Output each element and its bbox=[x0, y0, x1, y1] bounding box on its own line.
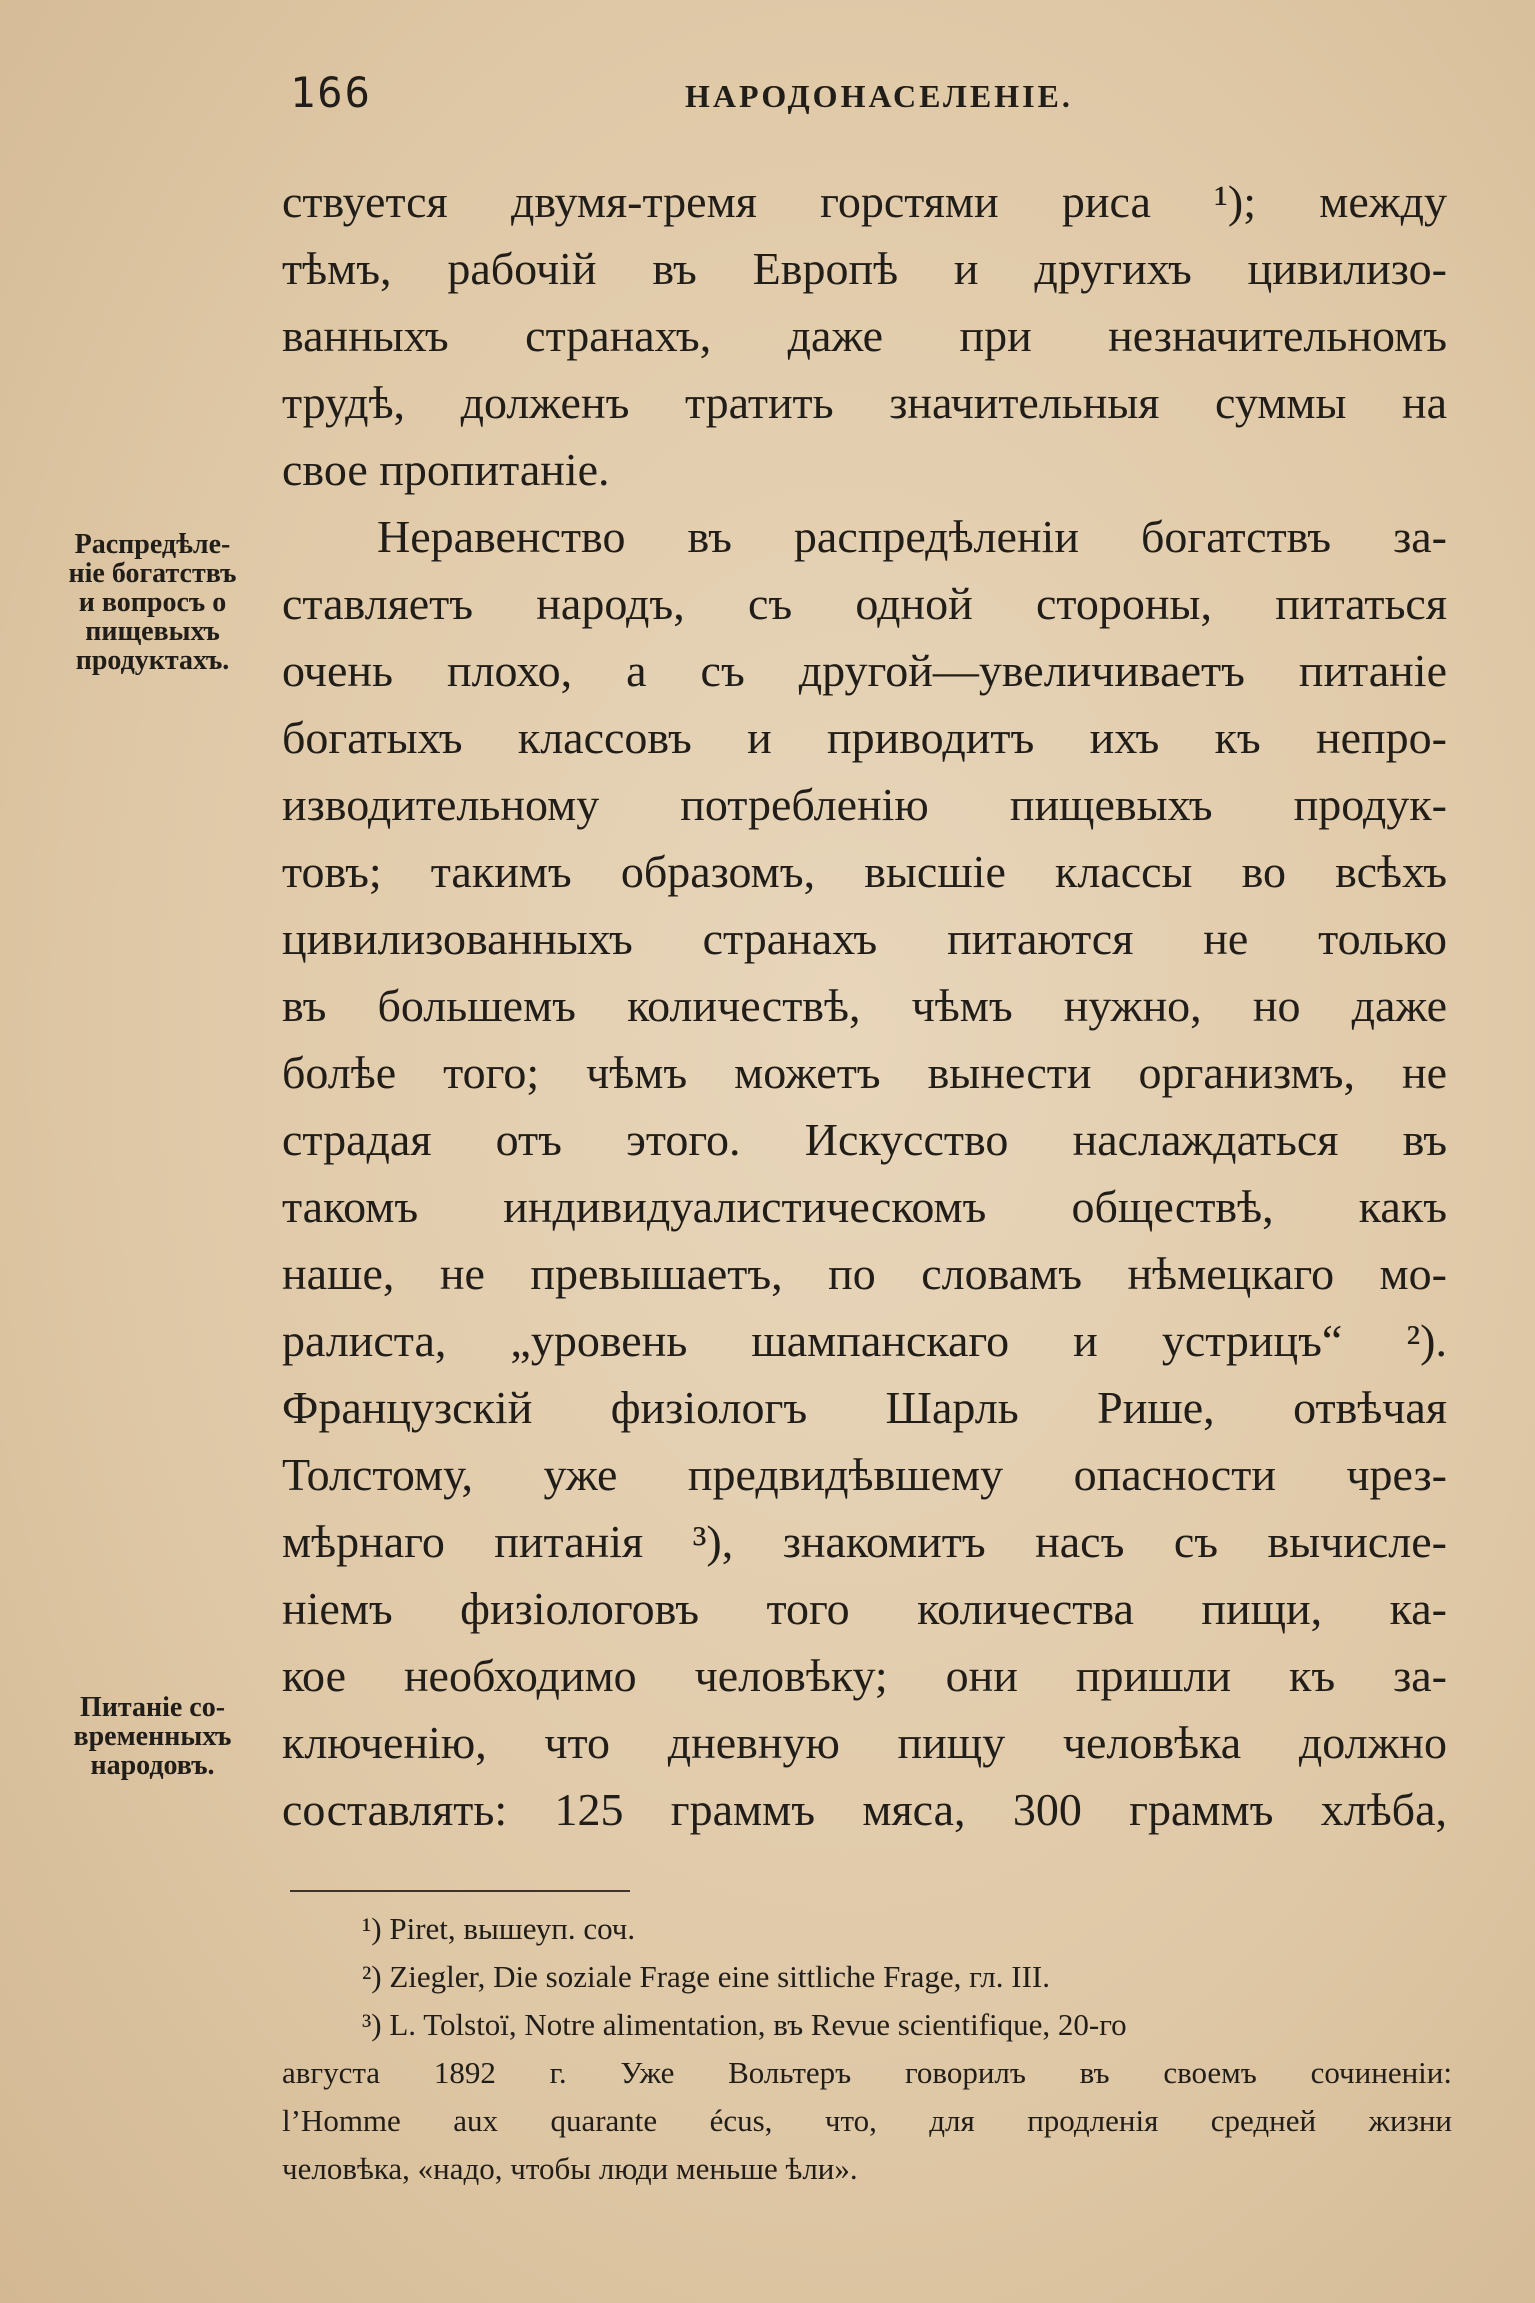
margin-note-line: пищевыхъ bbox=[85, 616, 220, 647]
text-line: наше, не превышаетъ, по словамъ нѣмецкаго мо- bbox=[282, 1248, 1447, 1299]
text-line: ключенію, что дневную пищу человѣка должно bbox=[282, 1717, 1447, 1768]
text-line: Неравенство въ распредѣленіи богатствъ за- bbox=[377, 511, 1447, 562]
text-line: Толстому, уже предвидѣвшему опасности чрез- bbox=[282, 1449, 1447, 1500]
footnotes bbox=[282, 1905, 1452, 2193]
text-line: ставляетъ народъ, съ одной стороны, питаться bbox=[282, 578, 1447, 629]
margin-note-modern-nutrition bbox=[45, 1693, 260, 1780]
text-line: такомъ индивидуалистическомъ обществѣ, какъ bbox=[282, 1181, 1447, 1232]
text-line: ніемъ физіологовъ того количества пищи, ка- bbox=[282, 1583, 1447, 1634]
text-line: цивилизованныхъ странахъ питаются не только bbox=[282, 913, 1447, 964]
page-number: 166 bbox=[290, 68, 372, 117]
text-line: изводительному потребленію пищевыхъ продук- bbox=[282, 779, 1447, 830]
footnote-divider bbox=[290, 1890, 630, 1892]
text-line: составлять: 125 граммъ мяса, 300 граммъ хлѣба, bbox=[282, 1784, 1447, 1835]
text-line: въ большемъ количествѣ, чѣмъ нужно, но даже bbox=[282, 980, 1447, 1031]
footnote-3-continuation: августа 1892 г. Уже Вольтеръ говорилъ въ своемъ сочиненіи: bbox=[282, 2055, 1452, 2090]
footnote-3-continuation: l’Homme aux quarante écus, что, для продленія средней жизни bbox=[282, 2103, 1452, 2138]
margin-note-line: продуктахъ. bbox=[75, 645, 230, 676]
footnote-1: ¹) Piret, вышеуп. соч. bbox=[362, 1911, 636, 1946]
footnote-3-continuation: человѣка, «надо, чтобы люди меньше ѣли». bbox=[282, 2151, 858, 2186]
margin-note-line: Распредѣле- bbox=[74, 529, 231, 560]
text-line: кое необходимо человѣку; они пришли къ за- bbox=[282, 1650, 1447, 1701]
text-line: Французскій физіологъ Шарль Рише, отвѣчая bbox=[282, 1382, 1447, 1433]
text-line: страдая отъ этого. Искусство наслаждаться въ bbox=[282, 1114, 1447, 1165]
text-line: мѣрнаго питанія ³), знакомитъ насъ съ вычисле- bbox=[282, 1516, 1447, 1567]
text-line: богатыхъ классовъ и приводитъ ихъ къ непро- bbox=[282, 712, 1447, 763]
text-line: тѣмъ, рабочій въ Европѣ и другихъ цивилизо- bbox=[282, 243, 1447, 294]
text-line: ванныхъ странахъ, даже при незначительномъ bbox=[282, 310, 1447, 361]
text-line: трудѣ, долженъ тратить значительныя суммы на bbox=[282, 377, 1447, 428]
margin-note-line: временныхъ bbox=[73, 1721, 232, 1752]
margin-note-line: и вопросъ о bbox=[78, 587, 227, 618]
margin-note-line: Питаніе со- bbox=[79, 1692, 226, 1723]
text-line: свое пропитаніе. bbox=[282, 444, 610, 495]
text-line: товъ; такимъ образомъ, высшіе классы во всѣхъ bbox=[282, 846, 1447, 897]
running-title: НАРОДОНАСЕЛЕНІЕ. bbox=[685, 78, 1073, 114]
footnote-2: ²) Ziegler, Die soziale Frage eine sittliche Frage, гл. III. bbox=[362, 1959, 1050, 1994]
text-line: ралиста, „уровень шампанскаго и устрицъ“ ²). bbox=[282, 1315, 1447, 1366]
text-line: очень плохо, а съ другой—увеличиваетъ питаніе bbox=[282, 645, 1447, 696]
margin-note-line: ніе богатствъ bbox=[68, 558, 237, 589]
main-text bbox=[282, 168, 1447, 1843]
text-line: ствуется двумя-тремя горстями риса ¹); между bbox=[282, 176, 1447, 227]
margin-note-line: народовъ. bbox=[90, 1750, 215, 1781]
margin-note-wealth-distribution bbox=[45, 530, 260, 675]
text-line: болѣе того; чѣмъ можетъ вынести организмъ, не bbox=[282, 1047, 1447, 1098]
footnote-3: ³) L. Tolstoï, Notre alimentation, въ Revue scientifique, 20-го bbox=[362, 2007, 1127, 2042]
page-header bbox=[290, 68, 1450, 128]
